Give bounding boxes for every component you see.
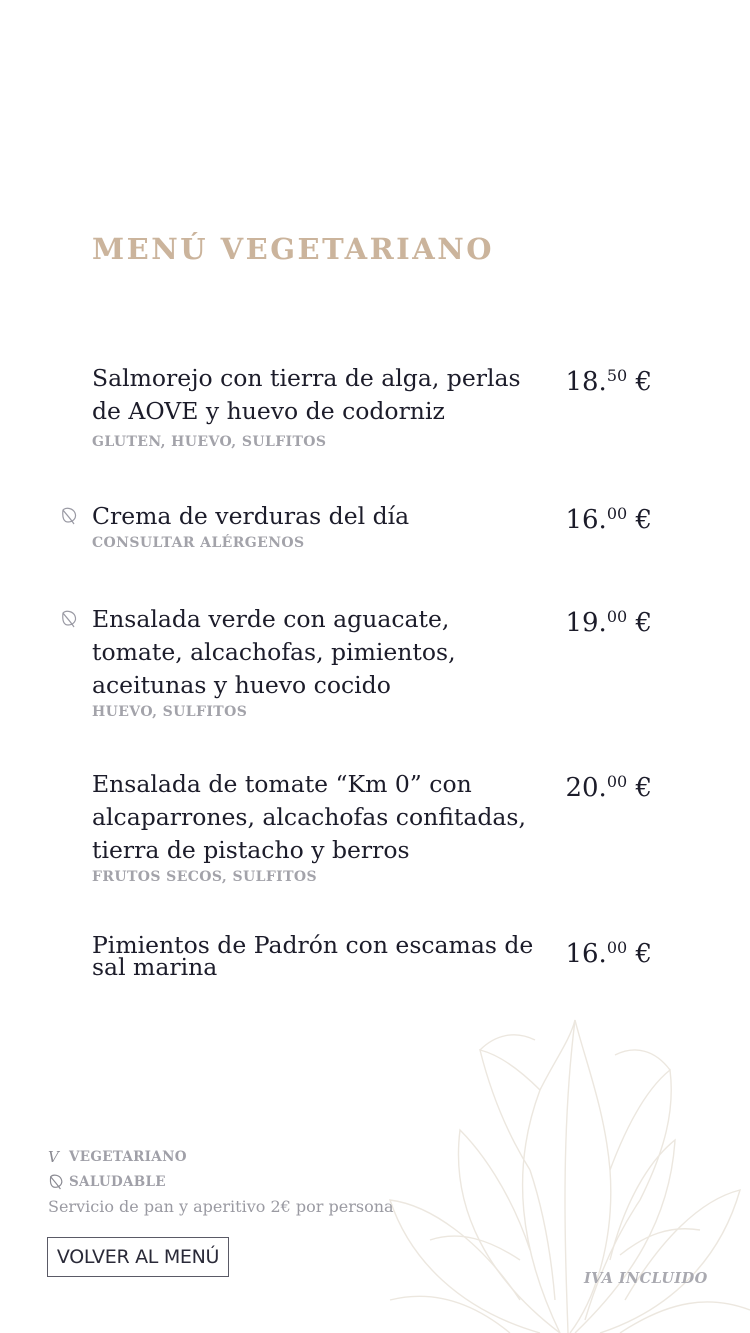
dish-name: Crema de verduras del día: [92, 502, 410, 530]
service-note: Servicio de pan y aperitivo 2€ por persona: [48, 1197, 394, 1216]
dish-allergens: FRUTOS SECOS, SULFITOS: [92, 869, 318, 885]
price-integer: 19.: [565, 608, 607, 638]
leaf-icon: [48, 1173, 69, 1191]
price-integer: 16.: [565, 939, 607, 969]
price-currency: €: [635, 608, 652, 638]
legend-label: SALUDABLE: [69, 1173, 166, 1190]
dish-name: Pimientos de Padrón con escamas de sal marina: [92, 931, 534, 981]
legend-label: VEGETARIANO: [69, 1148, 187, 1165]
menu-item: [92, 603, 652, 720]
menu-item: [92, 500, 652, 551]
dish-price: [565, 930, 652, 972]
price-integer: 20.: [565, 773, 607, 803]
leaf-icon: [60, 506, 78, 526]
back-to-menu-button[interactable]: VOLVER AL MENÚ: [47, 1237, 229, 1277]
dish-name: Ensalada de tomate “Km 0” con alcaparrones, alcachofas confitadas, tierra de pistacho y berros: [92, 770, 526, 864]
vegetarian-icon: V: [48, 1147, 59, 1166]
dish-price: [565, 496, 652, 538]
dish-name: Salmorejo con tierra de alga, perlas de AOVE y huevo de codorniz: [92, 364, 521, 425]
dish-allergens: CONSULTAR ALÉRGENOS: [92, 535, 305, 551]
price-integer: 16.: [565, 505, 607, 535]
dish-price: [565, 764, 652, 806]
price-decimals: 00: [606, 607, 628, 626]
dish-name: Ensalada verde con aguacate, tomate, alcachofas, pimientos, aceitunas y huevo cocido: [92, 605, 456, 699]
leaf-icon: [60, 609, 78, 629]
price-currency: €: [635, 939, 652, 969]
price-decimals: 00: [606, 504, 628, 523]
legend: [48, 1144, 187, 1194]
menu-item: [92, 931, 652, 981]
dish-price: [565, 358, 652, 400]
price-currency: €: [635, 505, 652, 535]
legend-saludable: [48, 1169, 187, 1194]
menu-item: [92, 768, 652, 885]
legend-vegetariano: [48, 1144, 187, 1169]
price-integer: 18.: [565, 367, 607, 397]
price-decimals: 50: [606, 366, 628, 385]
price-currency: €: [635, 773, 652, 803]
dish-allergens: HUEVO, SULFITOS: [92, 704, 248, 720]
price-decimals: 00: [606, 938, 628, 957]
page-title: MENÚ VEGETARIANO: [92, 232, 495, 266]
dish-allergens: GLUTEN, HUEVO, SULFITOS: [92, 434, 327, 450]
menu-item: [92, 362, 652, 450]
iva-note: IVA INCLUIDO: [584, 1270, 708, 1287]
dish-price: [565, 599, 652, 641]
price-currency: €: [635, 367, 652, 397]
price-decimals: 00: [606, 772, 628, 791]
